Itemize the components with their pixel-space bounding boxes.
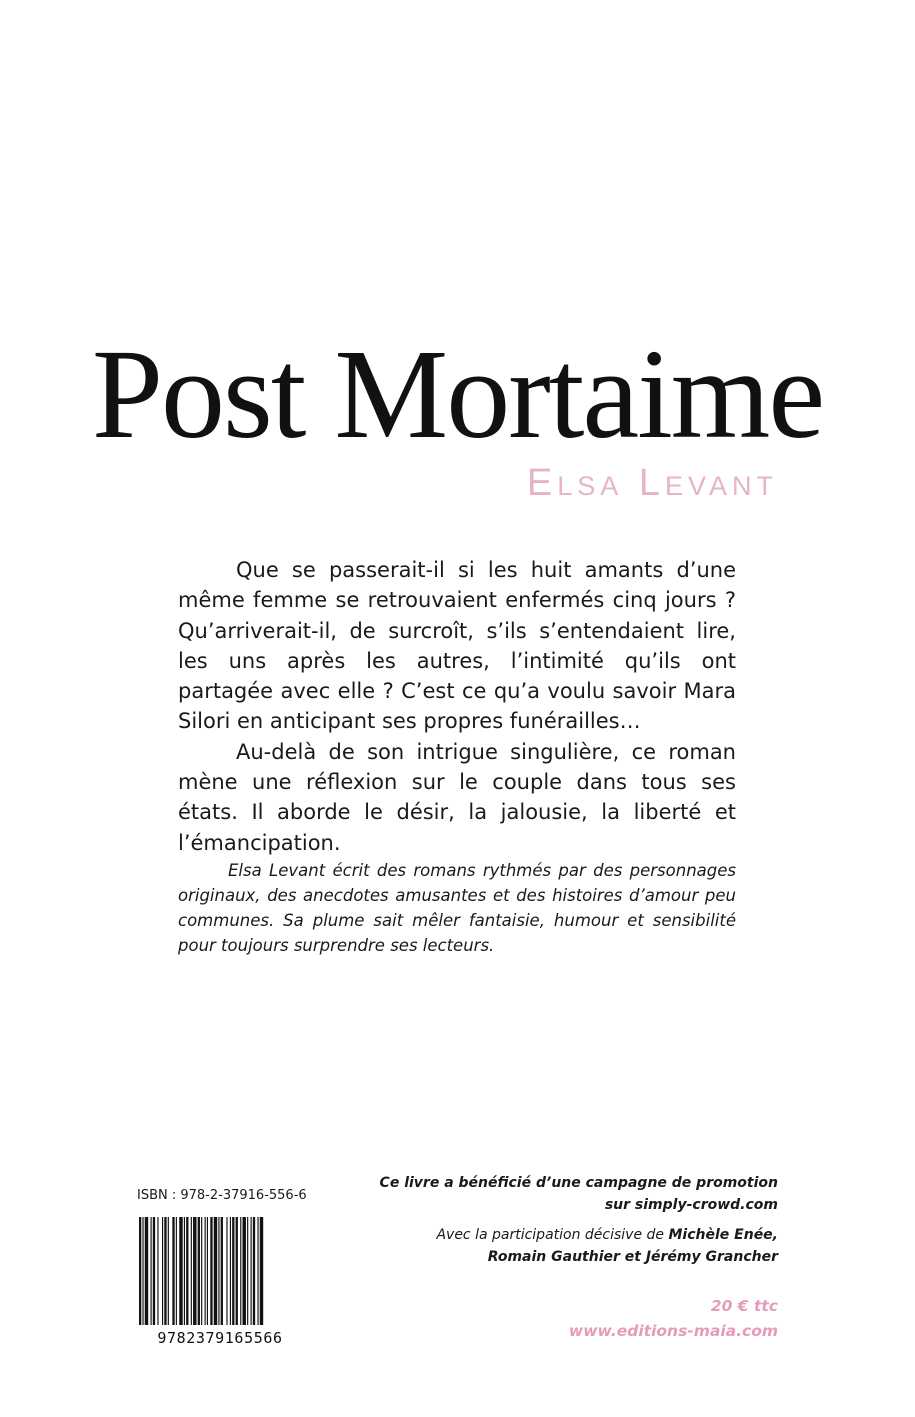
barcode-bar — [221, 1217, 223, 1325]
barcode-bar — [247, 1217, 248, 1325]
barcode-bar — [210, 1217, 212, 1325]
barcode-bar — [145, 1217, 148, 1325]
barcode-bar — [193, 1217, 196, 1325]
barcode-bar — [205, 1217, 206, 1325]
acknowledgements-names-2: Romain Gauthier et Jérémy Grancher — [487, 1249, 778, 1265]
barcode-bar — [236, 1217, 238, 1325]
barcode-bar — [186, 1217, 188, 1325]
barcode-bar — [251, 1217, 252, 1325]
acknowledgements-names-1: Michèle Enée, — [668, 1227, 778, 1243]
barcode-bar — [207, 1217, 208, 1325]
promotion-line-2: sur simply-crowd.com — [604, 1197, 778, 1213]
author-bio-text: Elsa Levant écrit des romans rythmés par des personnages originaux, des anecdotes amusantes et des histoires d’amour peu communes. Sa plume sait mêler fantaisie, humour et sensibilité pour toujours surprendre ses lecteurs. — [178, 861, 736, 955]
barcode-bar — [226, 1217, 227, 1325]
barcode-bar — [176, 1217, 177, 1325]
barcode-bar — [260, 1217, 263, 1325]
blurb-paragraph-2: Au-delà de son intrigue singulière, ce roman mène une réflexion sur le couple dans tous ses états. Il aborde le désir, la jalousie, la liberté et l’émancipation. — [178, 739, 736, 855]
blurb-paragraph-1: Que se passerait-il si les huit amants d’une même femme se retrouvaient enfermés cinq jours ? Qu’arriverait-il, de surcroît, s’ils s’entendaient lire, les uns après les autres, l’intimité qu’ils ont partagée avec elle ? C’est ce qu’a voulu savoir Mara Silori en anticipant ses propres funérailles… — [178, 558, 736, 734]
barcode-bar — [232, 1217, 234, 1325]
acknowledgements — [358, 1224, 778, 1268]
barcode-bar — [172, 1217, 174, 1325]
isbn-label: ISBN : 978-2-37916-556-6 — [137, 1188, 307, 1203]
publisher-website: www.editions-maia.com — [568, 1322, 778, 1340]
promotion-note — [358, 1172, 778, 1216]
barcode-bar — [243, 1217, 246, 1325]
barcode-bar — [191, 1217, 192, 1325]
barcode-bar — [164, 1217, 166, 1325]
barcode-bar — [218, 1217, 219, 1325]
barcode-digits: 9782379165566 — [157, 1329, 283, 1347]
barcode-bar — [201, 1217, 202, 1325]
promotion-line-1: Ce livre a bénéficié d’une campagne de promotion — [379, 1175, 778, 1191]
barcode-bar — [179, 1217, 182, 1325]
barcode-bar — [184, 1217, 185, 1325]
price-block — [358, 1294, 778, 1344]
barcode-bar — [151, 1217, 152, 1325]
acknowledgements-prefix: Avec la participation décisive de — [436, 1227, 669, 1243]
barcode-bar — [168, 1217, 169, 1325]
barcode-bar — [198, 1217, 200, 1325]
barcode-bar — [253, 1217, 255, 1325]
isbn-barcode — [137, 1217, 303, 1347]
barcode-bars — [139, 1217, 263, 1325]
barcode-bar — [142, 1217, 143, 1325]
barcode-bar — [214, 1217, 217, 1325]
barcode-bar — [162, 1217, 163, 1325]
barcode-bar — [240, 1217, 241, 1325]
barcode-bar — [230, 1217, 231, 1325]
barcode-bar — [139, 1217, 141, 1325]
barcode-bar — [153, 1217, 155, 1325]
book-title: Post Mortaime — [91, 323, 824, 465]
barcode-bar — [157, 1217, 158, 1325]
author-name: Elsa Levant — [526, 462, 778, 504]
price: 20 € ttc — [710, 1297, 778, 1315]
barcode-bar — [257, 1217, 258, 1325]
author-bio — [178, 858, 736, 958]
back-cover-blurb — [178, 555, 736, 858]
